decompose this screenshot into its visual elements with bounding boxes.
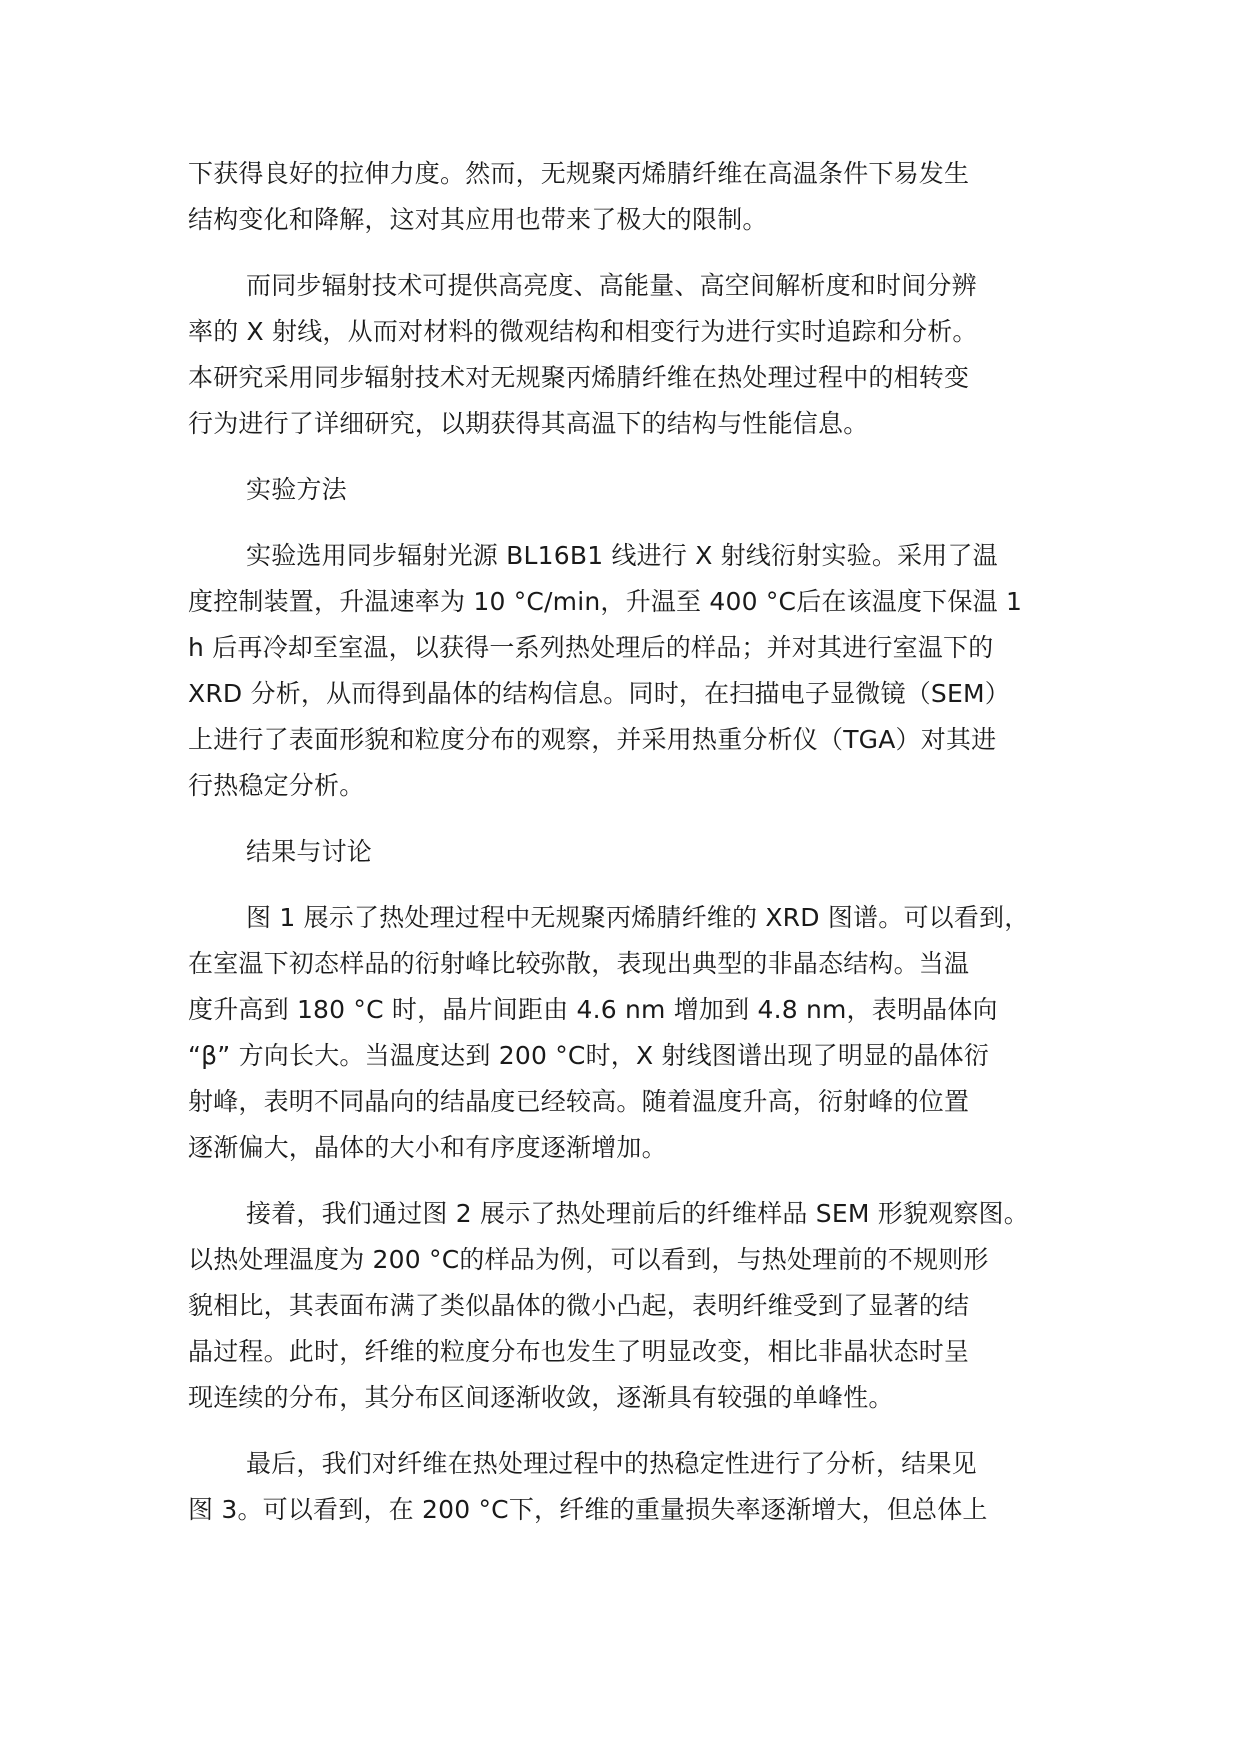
text-line: XRD 分析，从而得到晶体的结构信息。同时，在扫描电子显微镜（SEM） [188, 679, 1010, 708]
paragraph-intro-continuation [188, 151, 1088, 243]
text-line: 晶过程。此时，纤维的粒度分布也发生了明显改变，相比非晶状态时呈 [188, 1337, 970, 1366]
paragraph-sem-results [188, 1191, 1088, 1421]
section-heading-methods [188, 467, 1088, 513]
text-line: h 后再冷却至室温，以获得一系列热处理后的样品；并对其进行室温下的 [188, 633, 994, 662]
text-line: 在室温下初态样品的衍射峰比较弥散，表现出典型的非晶态结构。当温 [188, 949, 970, 978]
text-line: “β” 方向长大。当温度达到 200 °C时，X 射线图谱出现了明显的晶体衍 [188, 1041, 990, 1070]
text-line: 最后，我们对纤维在热处理过程中的热稳定性进行了分析，结果见 [246, 1449, 977, 1478]
text-line: 图 1 展示了热处理过程中无规聚丙烯腈纤维的 XRD 图谱。可以看到， [246, 903, 1030, 932]
text-line: 行为进行了详细研究，以期获得其高温下的结构与性能信息。 [188, 409, 869, 438]
text-line: 以热处理温度为 200 °C的样品为例，可以看到，与热处理前的不规则形 [188, 1245, 989, 1274]
text-line: 度控制装置，升温速率为 10 °C/min，升温至 400 °C后在该温度下保温 1 [188, 587, 1023, 616]
text-line: 现连续的分布，其分布区间逐渐收敛，逐渐具有较强的单峰性。 [188, 1383, 894, 1412]
text-line: 图 3。可以看到，在 200 °C下，纤维的重量损失率逐渐增大，但总体上 [188, 1495, 988, 1524]
paragraph-xrd-results [188, 895, 1088, 1171]
text-line: 结构变化和降解，这对其应用也带来了极大的限制。 [188, 205, 768, 234]
text-line: 貌相比，其表面布满了类似晶体的微小凸起，表明纤维受到了显著的结 [188, 1291, 970, 1320]
text-line: 率的 X 射线，从而对材料的微观结构和相变行为进行实时追踪和分析。 [188, 317, 978, 346]
paragraph-synchrotron [188, 263, 1088, 447]
heading-text: 结果与讨论 [246, 837, 373, 866]
text-line: 本研究采用同步辐射技术对无规聚丙烯腈纤维在热处理过程中的相转变 [188, 363, 970, 392]
text-line: 度升高到 180 °C 时，晶片间距由 4.6 nm 增加到 4.8 nm，表明晶体向 [188, 995, 998, 1024]
text-line: 实验选用同步辐射光源 BL16B1 线进行 X 射线衍射实验。采用了温 [246, 541, 998, 570]
paragraph-tga-results [188, 1441, 1088, 1533]
text-line: 逐渐偏大，晶体的大小和有序度逐渐增加。 [188, 1133, 667, 1162]
heading-text: 实验方法 [246, 475, 347, 504]
text-line: 接着，我们通过图 2 展示了热处理前后的纤维样品 SEM 形貌观察图。 [246, 1199, 1029, 1228]
section-heading-results [188, 829, 1088, 875]
text-line: 射峰，表明不同晶向的结晶度已经较高。随着温度升高，衍射峰的位置 [188, 1087, 970, 1116]
text-line: 行热稳定分析。 [188, 771, 365, 800]
text-line: 上进行了表面形貌和粒度分布的观察，并采用热重分析仪（TGA）对其进 [188, 725, 997, 754]
text-line: 下获得良好的拉伸力度。然而，无规聚丙烯腈纤维在高温条件下易发生 [188, 159, 970, 188]
document-body [188, 151, 1088, 1533]
paragraph-methods [188, 533, 1088, 809]
text-line: 而同步辐射技术可提供高亮度、高能量、高空间解析度和时间分辨 [246, 271, 977, 300]
